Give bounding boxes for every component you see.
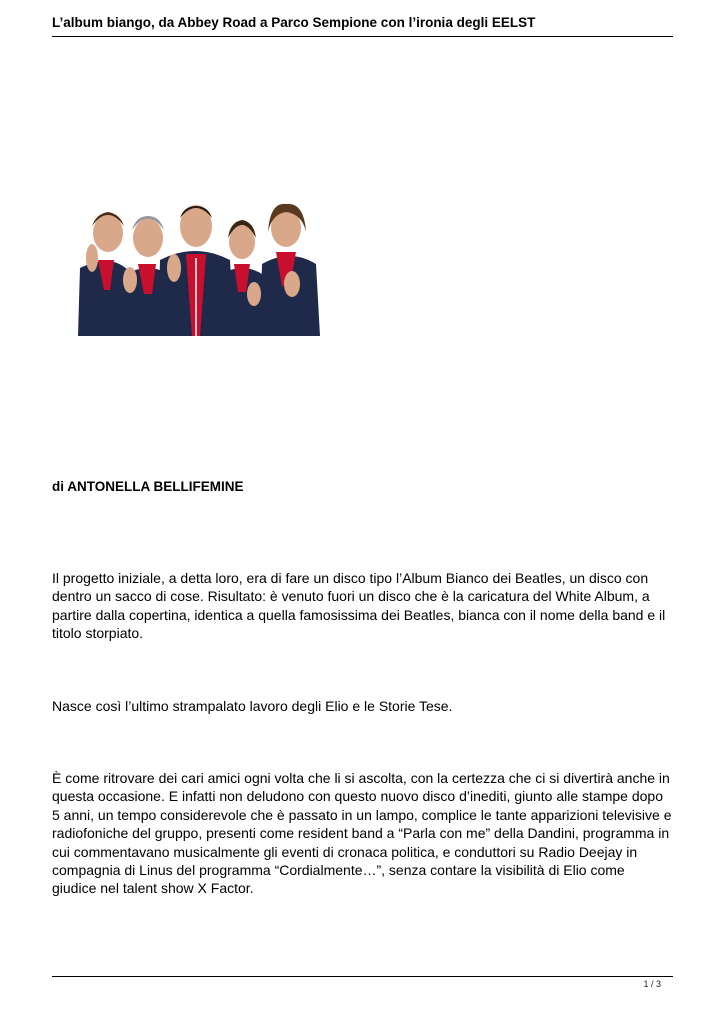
- page-footer: [52, 976, 673, 989]
- article-paragraph: Il progetto iniziale, a detta loro, era di fare un disco tipo l’Album Bianco dei Beatles, un disco con dentro un sacco di cose. Risultato: è venuto fuori un disco che è la caricatura del White Album, a partire dalla copertina, identica a quella famosissima dei Beatles, bianca con il nome della band e il titolo storpiato.: [52, 570, 666, 642]
- article-paragraph: È come ritrovare dei cari amici ogni volta che li si ascolta, con la certezza che ci si divertirà anche in questa occasione. E infatti non deludono con questo nuovo disco d’inediti, giunto alle stampe dopo 5 anni, un tempo considerevole che è passato in un lampo, complice le tante apparizioni televisive e radiofoniche del gruppo, presenti come resident band a “Parla con me” della Dandini, programma in cui commentavano musicalmente gli eventi di cronaca politica, e conduttori su Radio Deejay in compagnia di Linus del programma “Cordialmente…”, senza contare la visibilità di Elio come giudice nel talent show X Factor.: [52, 770, 672, 897]
- band-member-5: [260, 204, 320, 336]
- article-paragraph: Nasce così l’ultimo strampalato lavoro degli Elio e le Storie Tese.: [52, 698, 453, 714]
- article-byline: di ANTONELLA BELLIFEMINE: [52, 479, 244, 494]
- band-photo: [70, 198, 326, 336]
- band-member-4: [220, 220, 264, 336]
- page-indicator: 1 / 3: [643, 979, 661, 989]
- page-title: L’album biango, da Abbey Road a Parco Sempione con l’ironia degli EELST: [52, 15, 536, 30]
- page-header: [52, 14, 673, 37]
